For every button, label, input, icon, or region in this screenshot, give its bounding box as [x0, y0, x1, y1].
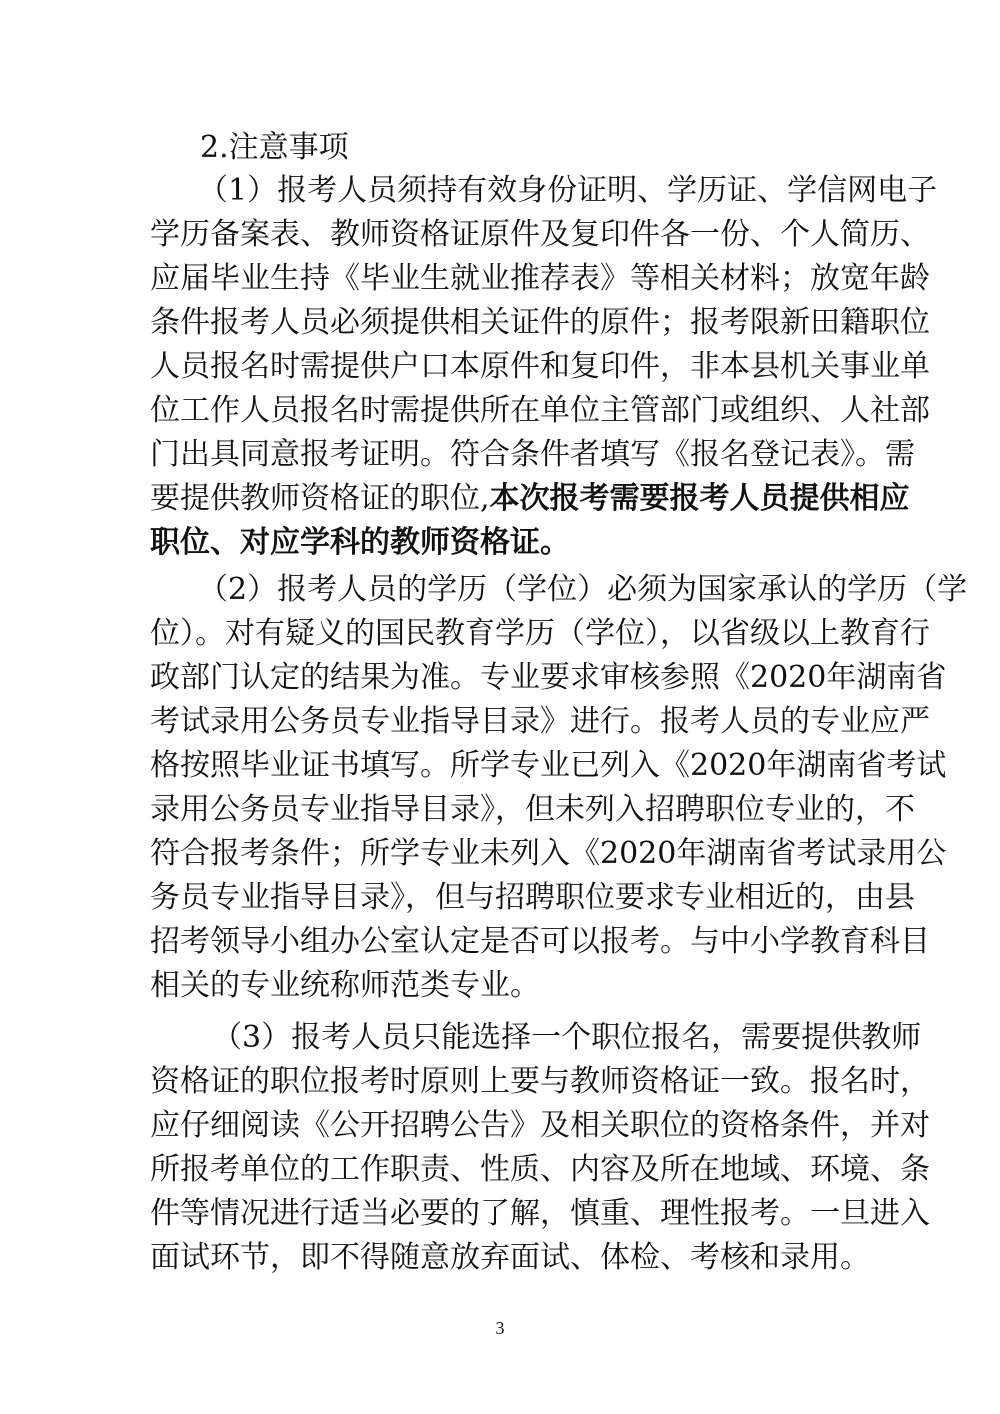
paragraph-line: 格按照毕业证书填写。所学专业已列入《2020年湖南省考试: [150, 748, 947, 783]
paragraph-line: 考试录用公务员专业指导目录》进行。报考人员的专业应严: [150, 704, 930, 739]
paragraph-line: 应仔细阅读《公开招聘公告》及相关职位的资格条件，并对: [150, 1108, 930, 1143]
bold-emphasis-text: 本次报考需要报考人员提供相应: [489, 481, 910, 516]
paragraph-line: 面试环节，即不得随意放弃面试、体检、考核和录用。: [150, 1240, 870, 1275]
paragraph-line: 件等情况进行适当必要的了解，慎重、理性报考。一旦进入: [150, 1196, 930, 1231]
paragraph-line: 位工作人员报名时需提供所在单位主管部门或组织、人社部: [150, 393, 930, 428]
paragraph-line-mixed: [150, 479, 910, 519]
paragraph-line: 务员专业指导目录》，但与招聘职位要求专业相近的，由县: [150, 880, 915, 915]
page-number: 3: [495, 1318, 505, 1338]
paragraph-line: 门出具同意报考证明。符合条件者填写《报名登记表》。需: [150, 437, 915, 472]
paragraph-line: （1）报考人员须持有效身份证明、学历证、学信网电子: [198, 173, 938, 208]
paragraph-line: 人员报名时需提供户口本原件和复印件，非本县机关事业单: [150, 349, 930, 384]
section-heading: 2.注意事项: [200, 130, 349, 165]
paragraph-line: 学历备案表、教师资格证原件及复印件各一份、个人简历、: [150, 217, 930, 252]
paragraph-text: 要提供教师资格证的职位,: [150, 481, 490, 516]
paragraph-line: （2）报考人员的学历（学位）必须为国家承认的学历（学: [198, 572, 968, 607]
paragraph-line: 政部门认定的结果为准。专业要求审核参照《2020年湖南省: [150, 660, 947, 695]
paragraph-line: 所报考单位的工作职责、性质、内容及所在地域、环境、条: [150, 1152, 930, 1187]
bold-emphasis-line: 职位、对应学科的教师资格证。: [150, 525, 570, 560]
paragraph-line: 招考领导小组办公室认定是否可以报考。与中小学教育科目: [150, 924, 930, 959]
paragraph-line: 条件报考人员必须提供相关证件的原件；报考限新田籍职位: [150, 305, 930, 340]
paragraph-line: 应届毕业生持《毕业生就业推荐表》等相关材料；放宽年龄: [150, 261, 930, 296]
paragraph-line: 录用公务员专业指导目录》，但未列入招聘职位专业的，不: [150, 792, 915, 827]
paragraph-line: （3）报考人员只能选择一个职位报名，需要提供教师: [212, 1020, 922, 1055]
paragraph-line: 相关的专业统称师范类专业。: [150, 968, 540, 1003]
paragraph-line: 资格证的职位报考时原则上要与教师资格证一致。报名时，: [150, 1064, 930, 1099]
paragraph-line: 符合报考条件；所学专业未列入《2020年湖南省考试录用公: [150, 836, 947, 871]
paragraph-line: 位）。对有疑义的国民教育学历（学位），以省级以上教育行: [150, 616, 930, 651]
